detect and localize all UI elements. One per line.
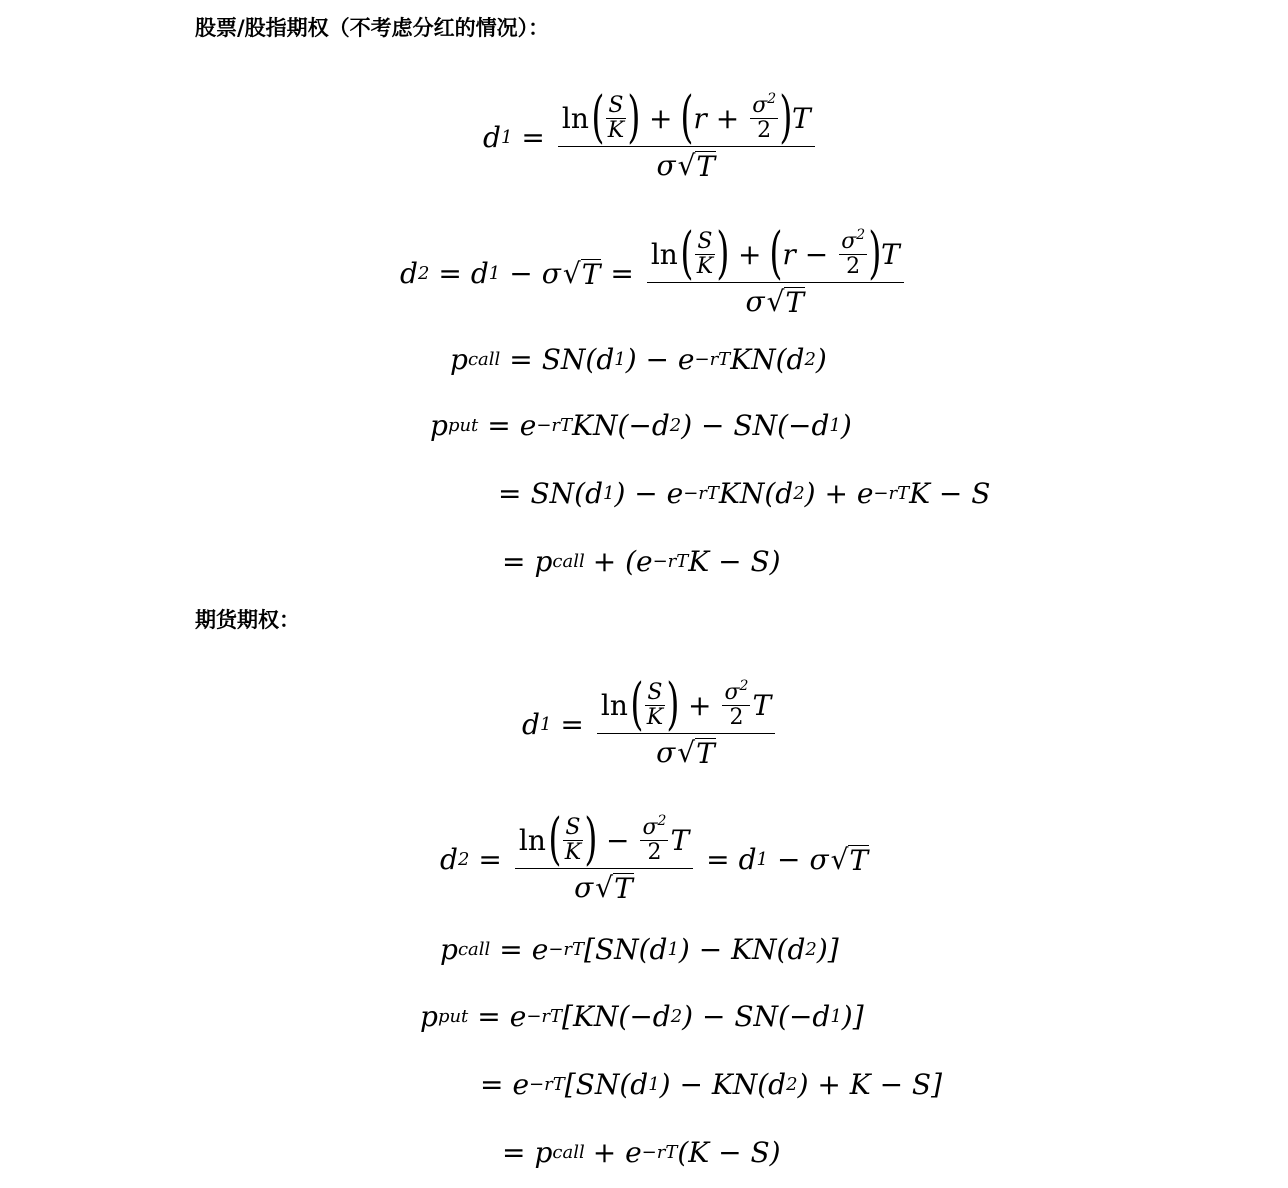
equation-d2-stock: d 2 = d 1 − σ √ T = ln ( S K ) + ( r − $\sigma^2$ 2 ) T σ √ T	[400, 204, 908, 344]
equation-pcall-futures: p call = e −rT [SN(d 1 ) − KN(d 2 )]	[440, 933, 839, 966]
equation-pput-stock: p put = e −rT KN(−d 2 ) − SN(−d 1 )	[430, 409, 852, 442]
equation-d2-futures: d 2 = ln ( S K ) − $\sigma^2$ 2 T σ √ T = d 1 − σ √ T	[440, 807, 869, 905]
equation-pput-expansion-futures: = e −rT [SN(d 1 ) − KN(d 2 ) + K − S]	[480, 1068, 943, 1101]
d1-futures-fraction: ln ( S K ) + $\sigma^2$ 2 T σ √ T	[597, 682, 775, 768]
d2-futures-fraction: ln ( S K ) − $\sigma^2$ 2 T σ √ T	[515, 817, 693, 903]
equation-d1-futures: d 1 = ln ( S K ) + $\sigma^2$ 2 T σ √ T	[522, 660, 779, 790]
equation-put-call-parity-futures: = p call + e −rT (K − S)	[502, 1136, 781, 1169]
d1-fraction: ln ( S K ) + ( r + $\sigma^2$ 2 ) T σ √ T	[558, 95, 815, 181]
equation-pput-futures: p put = e −rT [KN(−d 2 ) − SN(−d 1 )]	[420, 1000, 864, 1033]
d2-fraction: ln ( S K ) + ( r − $\sigma^2$ 2 ) T σ √ T	[647, 231, 904, 317]
section-heading-futures-options: 期货期权：	[195, 608, 300, 632]
equation-pcall-stock: p call = SN(d 1 ) − e −rT KN(d 2 )	[450, 343, 827, 376]
equation-pput-expansion-stock: = SN(d 1 ) − e −rT KN(d 2 ) + e −rT K − S	[498, 477, 991, 510]
section-heading-stock-options: 股票/股指期权（不考虑分红的情况）：	[195, 16, 550, 40]
equation-d1-stock: d 1 = ln ( S K ) + ( r + $\sigma^2$ 2 ) T σ √ T	[483, 68, 819, 208]
equation-put-call-parity-stock: = p call + (e −rT K − S)	[502, 545, 781, 578]
